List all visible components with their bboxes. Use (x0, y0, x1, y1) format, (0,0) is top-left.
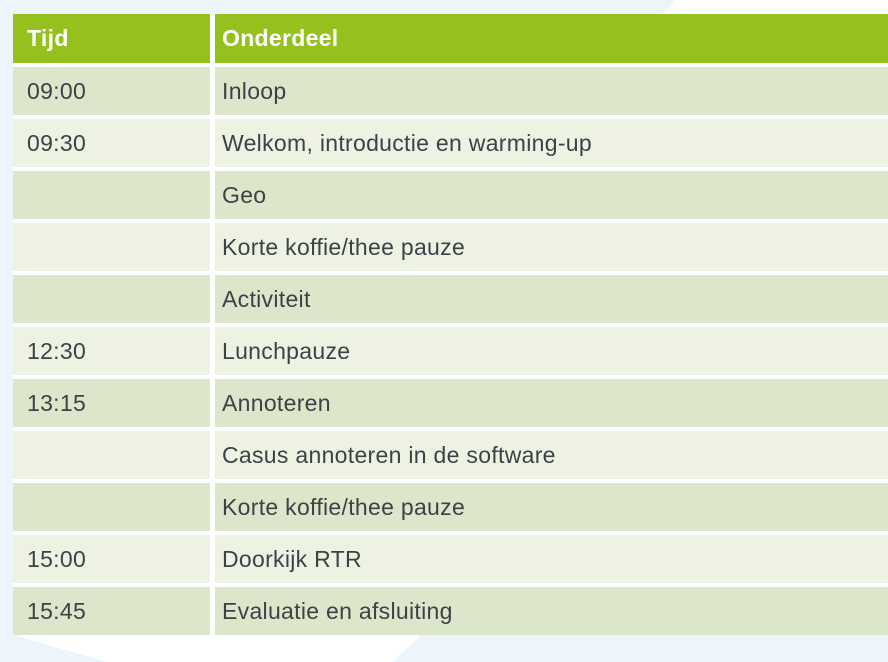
row-part-cell: Lunchpauze (215, 327, 888, 375)
row-time-cell (13, 275, 210, 323)
row-part-cell: Inloop (215, 67, 888, 115)
schedule-row (13, 275, 888, 323)
row-time-cell (13, 483, 210, 531)
row-part-cell: Activiteit (215, 275, 888, 323)
schedule-table (13, 14, 888, 635)
row-part-cell: Welkom, introductie en warming-up (215, 119, 888, 167)
row-part-cell: Casus annoteren in de software (215, 431, 888, 479)
top-accent-shape (0, 0, 676, 14)
row-time-cell (13, 171, 210, 219)
row-time-cell: 15:00 (13, 535, 210, 583)
row-time-cell (13, 223, 210, 271)
left-accent-strip (0, 0, 13, 636)
schedule-row (13, 431, 888, 479)
row-part-cell: Evaluatie en afsluiting (215, 587, 888, 635)
row-part-cell: Doorkijk RTR (215, 535, 888, 583)
schedule-row (13, 535, 888, 583)
schedule-row (13, 171, 888, 219)
row-time-cell: 09:00 (13, 67, 210, 115)
header-part-column: Onderdeel (215, 14, 888, 63)
bottom-left-accent-shape (0, 634, 110, 662)
row-time-cell: 12:30 (13, 327, 210, 375)
schedule-row (13, 67, 888, 115)
row-part-cell: Korte koffie/thee pauze (215, 483, 888, 531)
row-time-cell: 13:15 (13, 379, 210, 427)
schedule-row (13, 327, 888, 375)
row-part-cell: Geo (215, 171, 888, 219)
schedule-row (13, 483, 888, 531)
row-part-cell: Korte koffie/thee pauze (215, 223, 888, 271)
schedule-row (13, 379, 888, 427)
schedule-row (13, 223, 888, 271)
table-header-row (13, 14, 888, 63)
header-time-column: Tijd (13, 14, 210, 63)
row-time-cell (13, 431, 210, 479)
bottom-right-accent-shape (380, 634, 888, 662)
row-time-cell: 09:30 (13, 119, 210, 167)
schedule-row (13, 119, 888, 167)
row-time-cell: 15:45 (13, 587, 210, 635)
row-part-cell: Annoteren (215, 379, 888, 427)
schedule-row (13, 587, 888, 635)
